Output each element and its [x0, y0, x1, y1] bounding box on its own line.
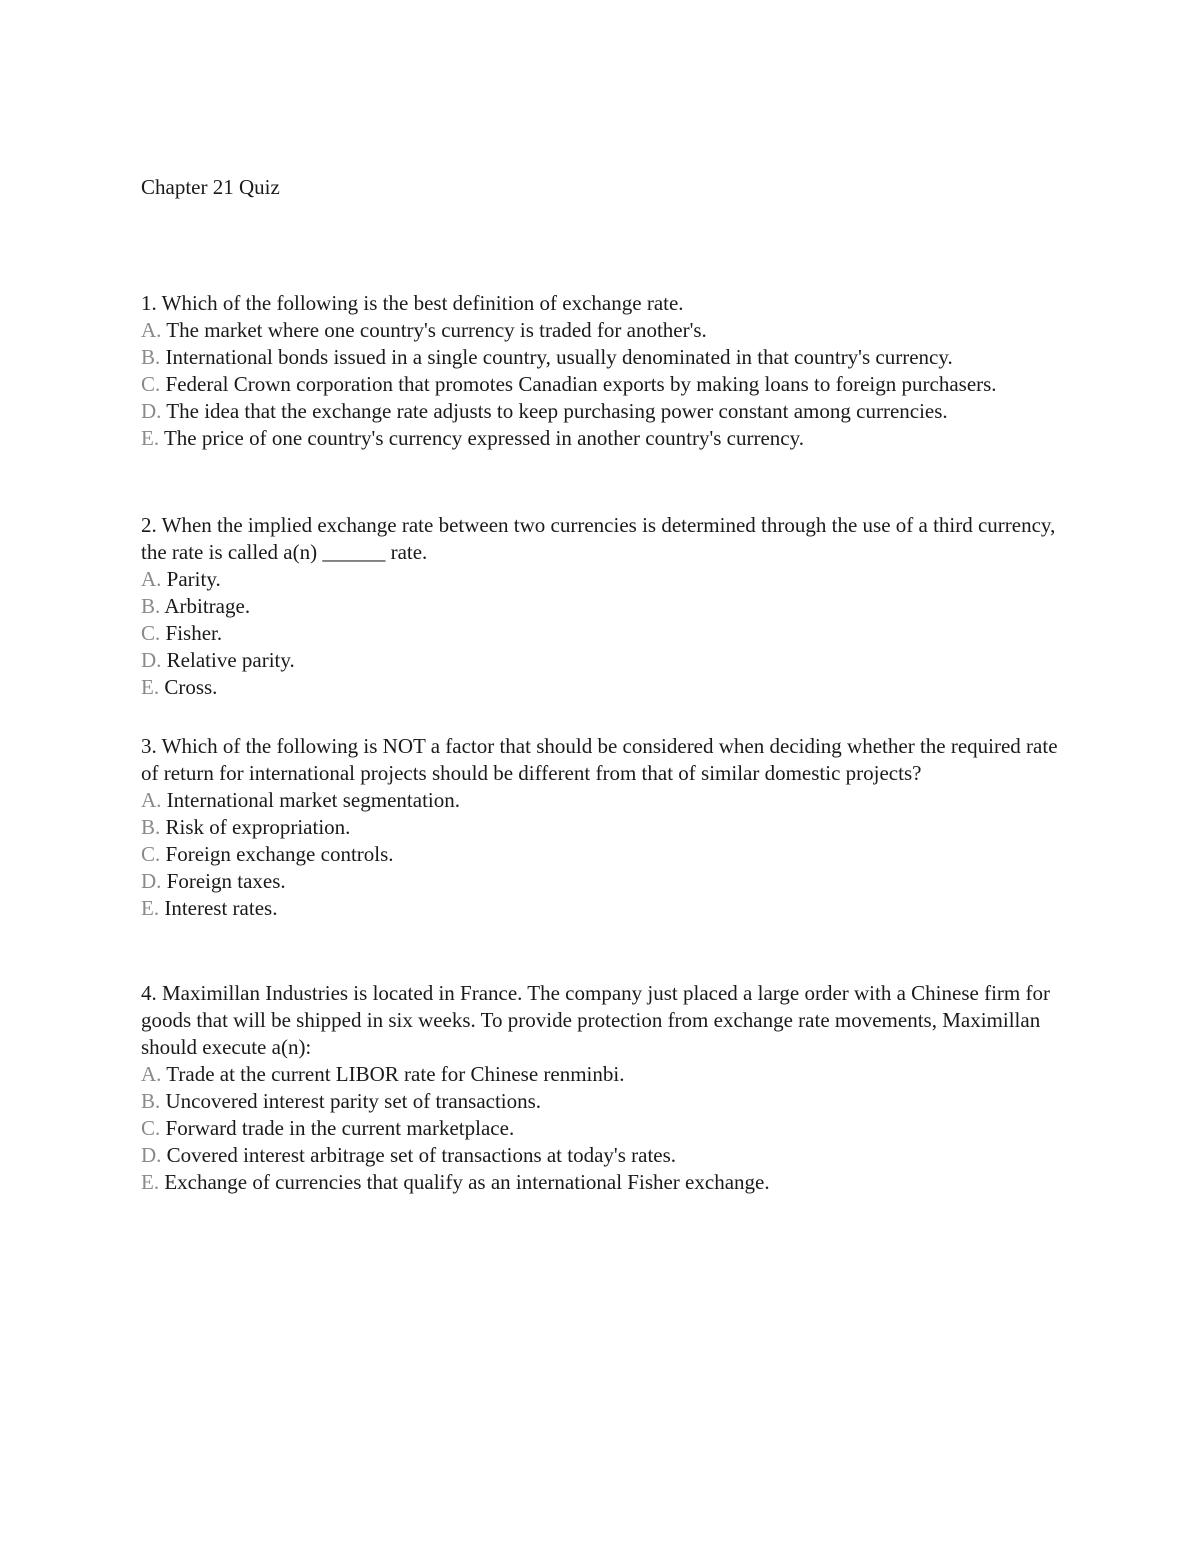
- option-text: The market where one country's currency is traded for another's.: [166, 318, 707, 342]
- option-letter: C.: [141, 372, 161, 396]
- page-title: Chapter 21 Quiz: [141, 175, 280, 199]
- answer-option-b: [141, 814, 1061, 841]
- option-text: Trade at the current LIBOR rate for Chinese renminbi.: [166, 1062, 625, 1086]
- option-text: Cross.: [164, 675, 218, 699]
- option-letter: B.: [141, 815, 161, 839]
- option-letter: B.: [141, 1089, 161, 1113]
- answer-option-c: [141, 841, 1061, 868]
- option-letter: E.: [141, 426, 160, 450]
- option-letter: B.: [141, 345, 161, 369]
- option-letter: D.: [141, 648, 162, 672]
- answer-option-e: [141, 674, 1061, 701]
- option-letter: D.: [141, 399, 162, 423]
- option-text: International bonds issued in a single country, usually denominated in that country's currency.: [165, 345, 953, 369]
- answer-option-d: [141, 398, 1061, 425]
- option-letter: E.: [141, 1170, 160, 1194]
- option-letter: C.: [141, 1116, 161, 1140]
- option-text: Parity.: [166, 567, 221, 591]
- question-1: [141, 290, 1061, 452]
- option-letter: A.: [141, 788, 162, 812]
- question-stem: 1. Which of the following is the best definition of exchange rate.: [141, 291, 684, 315]
- question-stem: 4. Maximillan Industries is located in France. The company just placed a large order with a Chinese firm for goods that will be shipped in six weeks. To provide protection from exchange rate movements, Maximillan should execute a(n):: [141, 981, 1050, 1059]
- answer-option-b: [141, 593, 1061, 620]
- option-text: Interest rates.: [164, 896, 278, 920]
- option-text: Uncovered interest parity set of transactions.: [165, 1089, 542, 1113]
- option-letter: B.: [141, 594, 161, 618]
- option-text: Risk of expropriation.: [165, 815, 351, 839]
- option-letter: C.: [141, 842, 161, 866]
- option-letter: A.: [141, 567, 162, 591]
- answer-option-a: [141, 317, 1061, 344]
- option-letter: D.: [141, 1143, 162, 1167]
- answer-option-c: [141, 371, 1061, 398]
- question-2: [141, 512, 1061, 701]
- answer-option-d: [141, 647, 1061, 674]
- option-text: Exchange of currencies that qualify as an international Fisher exchange.: [164, 1170, 770, 1194]
- option-text: The idea that the exchange rate adjusts to keep purchasing power constant among currencies.: [166, 399, 948, 423]
- option-letter: C.: [141, 621, 161, 645]
- answer-option-e: [141, 425, 1061, 452]
- option-letter: E.: [141, 675, 160, 699]
- question-4: [141, 980, 1061, 1196]
- answer-option-e: [141, 895, 1061, 922]
- option-text: Arbitrage.: [164, 594, 251, 618]
- answer-option-a: [141, 1061, 1061, 1088]
- option-text: Foreign exchange controls.: [165, 842, 394, 866]
- answer-option-c: [141, 1115, 1061, 1142]
- answer-option-d: [141, 1142, 1061, 1169]
- answer-option-a: [141, 787, 1061, 814]
- answer-option-b: [141, 344, 1061, 371]
- option-letter: E.: [141, 896, 160, 920]
- question-stem: 2. When the implied exchange rate between two currencies is determined through the use of a third currency, the rate is called a(n) ______ rate.: [141, 513, 1056, 564]
- option-letter: D.: [141, 869, 162, 893]
- answer-option-c: [141, 620, 1061, 647]
- option-text: Covered interest arbitrage set of transactions at today's rates.: [166, 1143, 677, 1167]
- option-text: Relative parity.: [166, 648, 295, 672]
- answer-option-d: [141, 868, 1061, 895]
- option-text: Fisher.: [165, 621, 223, 645]
- answer-option-a: [141, 566, 1061, 593]
- option-text: Federal Crown corporation that promotes Canadian exports by making loans to foreign purchasers.: [165, 372, 997, 396]
- option-text: Foreign taxes.: [166, 869, 286, 893]
- option-letter: A.: [141, 1062, 162, 1086]
- option-text: International market segmentation.: [166, 788, 460, 812]
- option-letter: A.: [141, 318, 162, 342]
- option-text: Forward trade in the current marketplace.: [165, 1116, 515, 1140]
- answer-option-b: [141, 1088, 1061, 1115]
- option-text: The price of one country's currency expressed in another country's currency.: [163, 426, 804, 450]
- question-stem: 3. Which of the following is NOT a factor that should be considered when deciding whether the required rate of return for international projects should be different from that of similar domestic projects?: [141, 734, 1058, 785]
- answer-option-e: [141, 1169, 1061, 1196]
- question-3: [141, 733, 1061, 922]
